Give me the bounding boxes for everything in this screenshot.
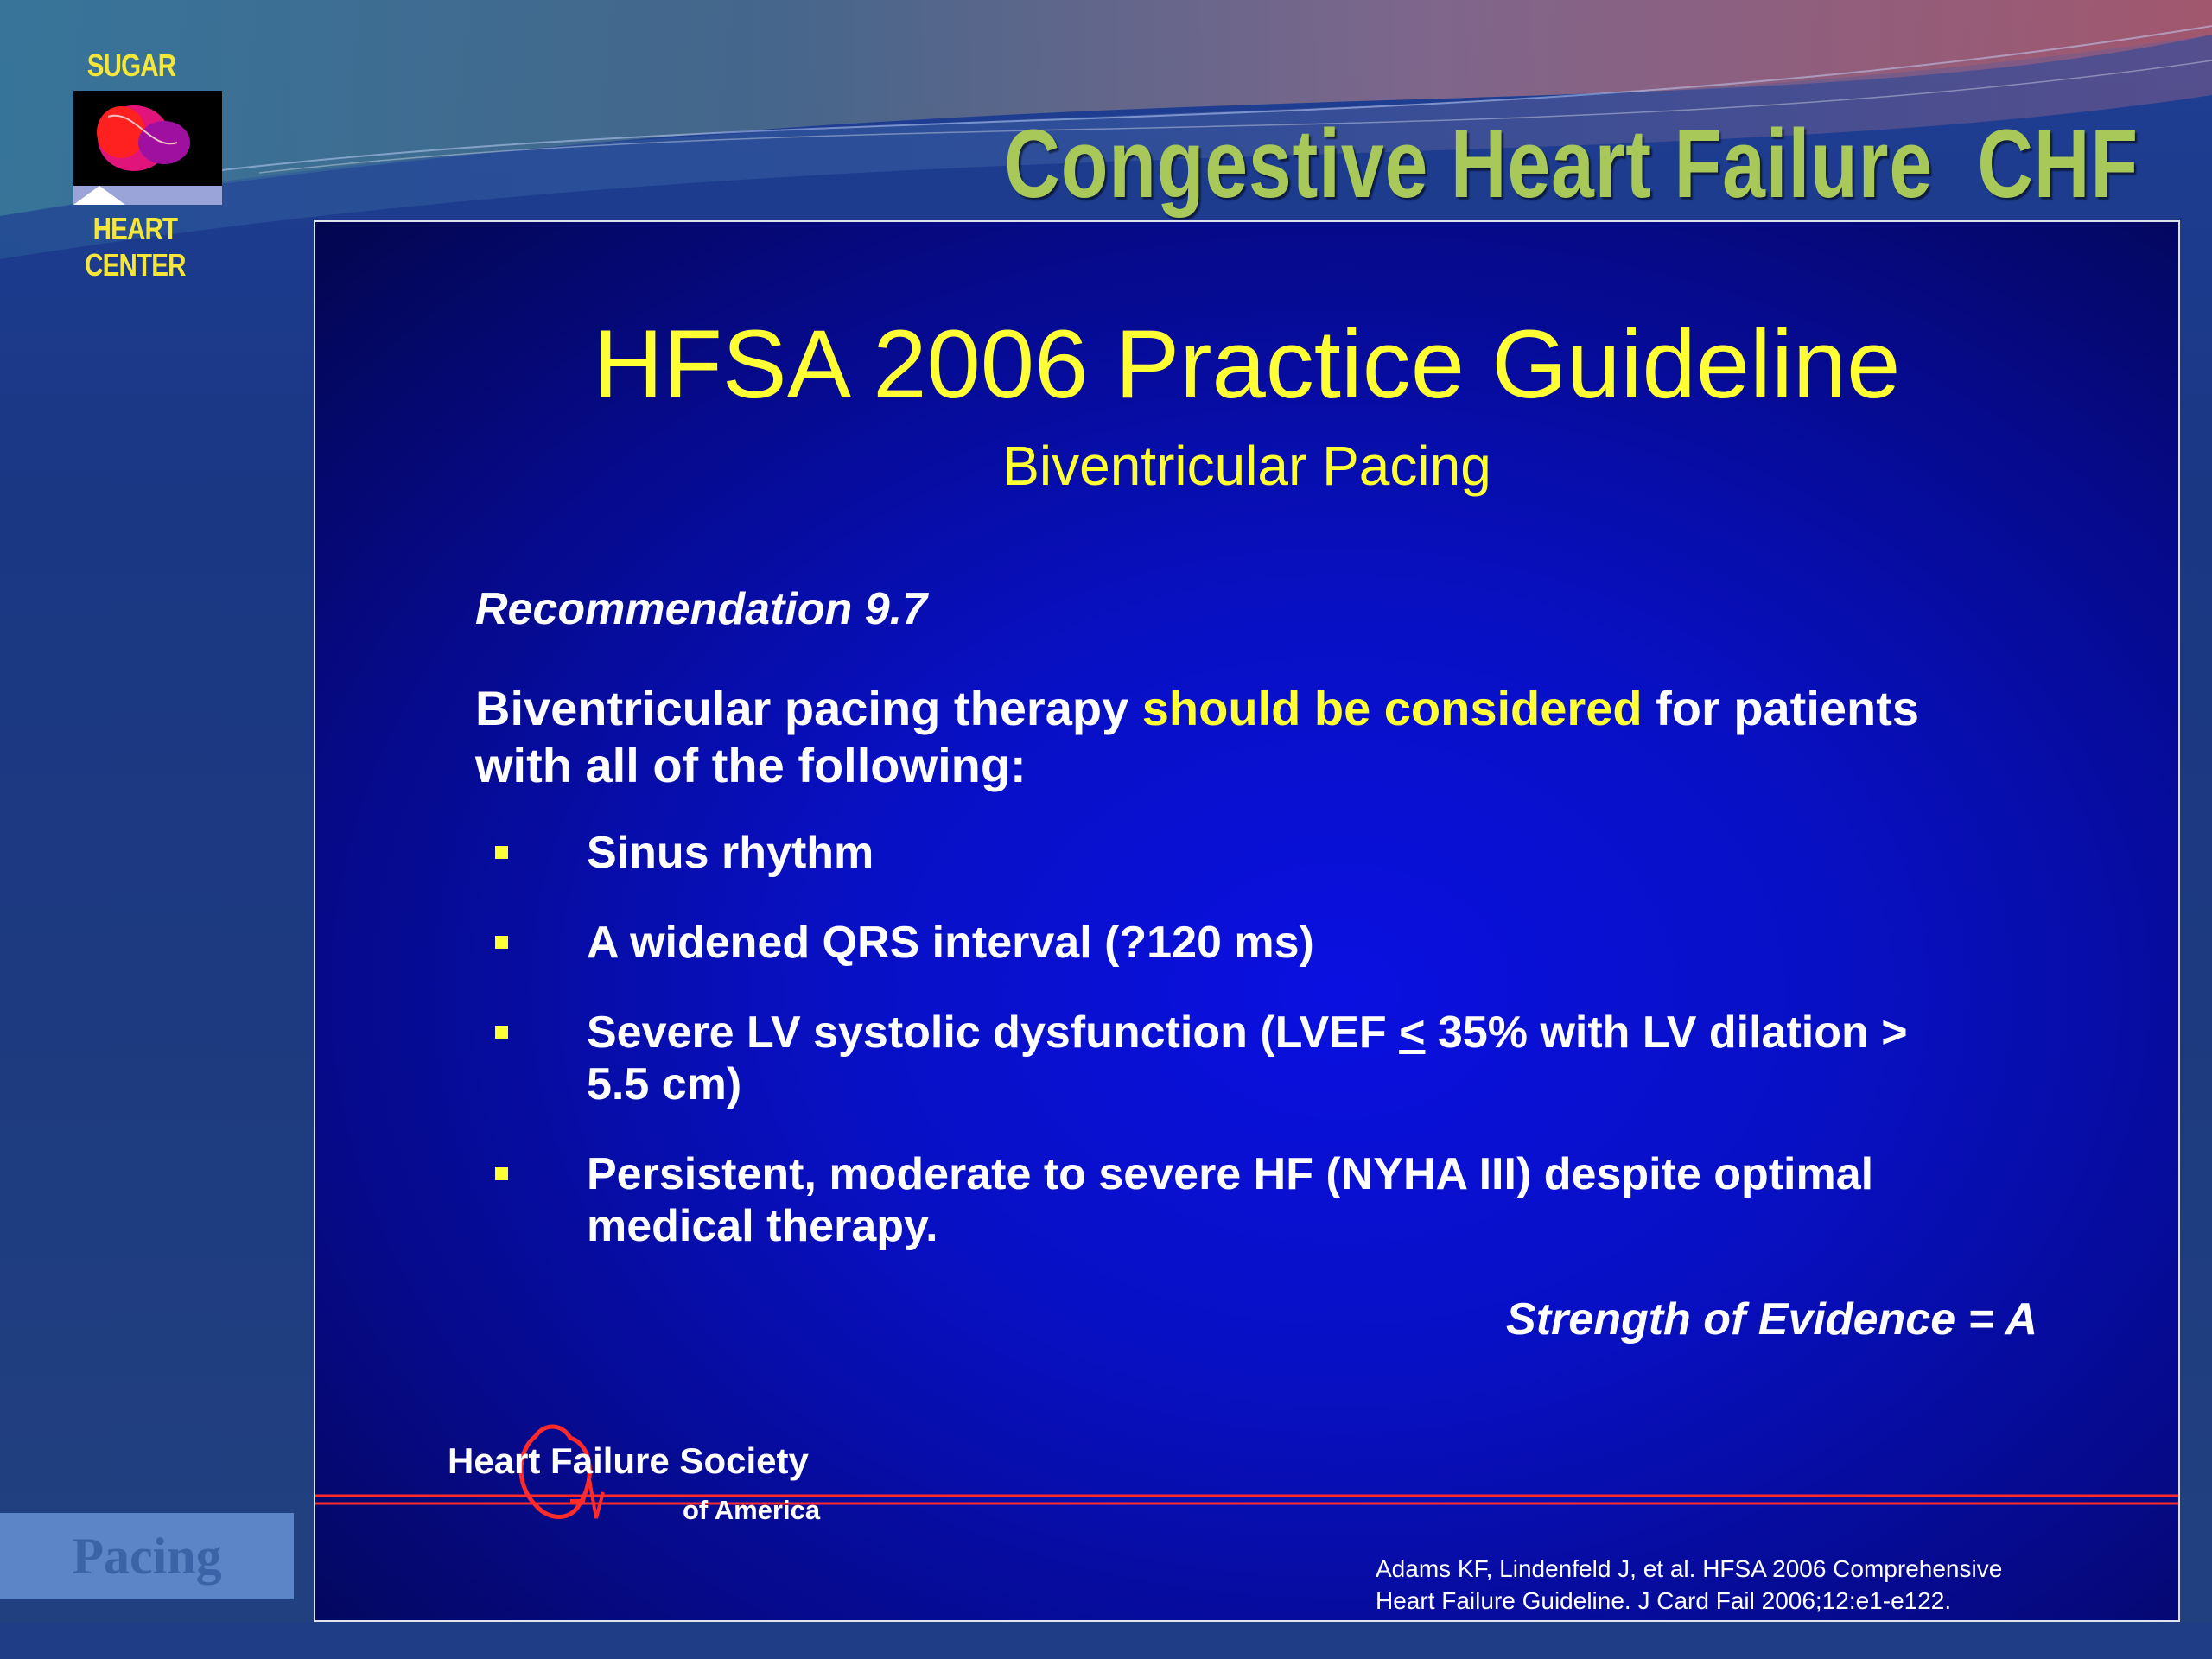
bullet-text: A widened QRS interval (?120 ms)	[587, 918, 1314, 968]
page-title: Congestive Heart Failure CHF	[1004, 110, 2139, 218]
slide-title: HFSA 2006 Practice Guideline	[593, 310, 1901, 418]
section-tab-pacing[interactable]: Pacing	[0, 1513, 294, 1599]
bullet-text: Persistent, moderate to severe HF (NYHA III) despite optimal medical therapy.	[587, 1149, 1874, 1251]
footer-strip	[0, 1623, 2212, 1659]
recommendation-text	[475, 680, 2048, 794]
bullet-text-line2: 5.5 cm)	[587, 1059, 742, 1109]
society-name: Heart Failure Society	[448, 1440, 809, 1481]
heart-center-logo	[73, 91, 222, 205]
bullet-text: Severe LV systolic dysfunction (LVEF	[587, 1007, 1400, 1058]
list-item	[495, 1007, 2024, 1110]
bullet-square-icon	[495, 1167, 508, 1180]
intro-mid: for patients	[1642, 681, 1920, 735]
bullet-square-icon	[495, 936, 508, 949]
intro-start: Biventricular pacing therapy	[475, 681, 1142, 735]
list-item	[495, 1148, 2024, 1252]
citation-line: Adams KF, Lindenfeld J, et al. HFSA 2006 Comprehensive	[1376, 1555, 2003, 1582]
logo-text-top: SUGAR	[86, 48, 176, 83]
bullet-square-icon	[495, 1026, 508, 1039]
less-equal-symbol: <	[1399, 1007, 1426, 1058]
slide-panel	[314, 220, 2180, 1622]
slide-subtitle: Biventricular Pacing	[1002, 435, 1491, 497]
list-item	[495, 827, 2024, 879]
bullet-text: Sinus rhythm	[587, 828, 874, 878]
intro-end: with all of the following:	[475, 738, 1027, 792]
logo-text-bottom: HEART CENTER	[85, 211, 186, 283]
society-subname: of America	[683, 1495, 821, 1525]
citation-line: Heart Failure Guideline. J Card Fail 2006;12:e1-e122.	[1376, 1587, 1952, 1614]
evidence-strength: Strength of Evidence = A	[1506, 1294, 2037, 1344]
list-item	[495, 917, 2024, 969]
criteria-list	[495, 827, 2024, 1252]
bullet-square-icon	[495, 846, 508, 859]
bullet-text-cont: 35% with LV dilation >	[1425, 1007, 1908, 1058]
recommendation-label: Recommendation 9.7	[475, 584, 928, 634]
citation	[1376, 1553, 2002, 1617]
intro-highlight: should be considered	[1141, 681, 1643, 735]
